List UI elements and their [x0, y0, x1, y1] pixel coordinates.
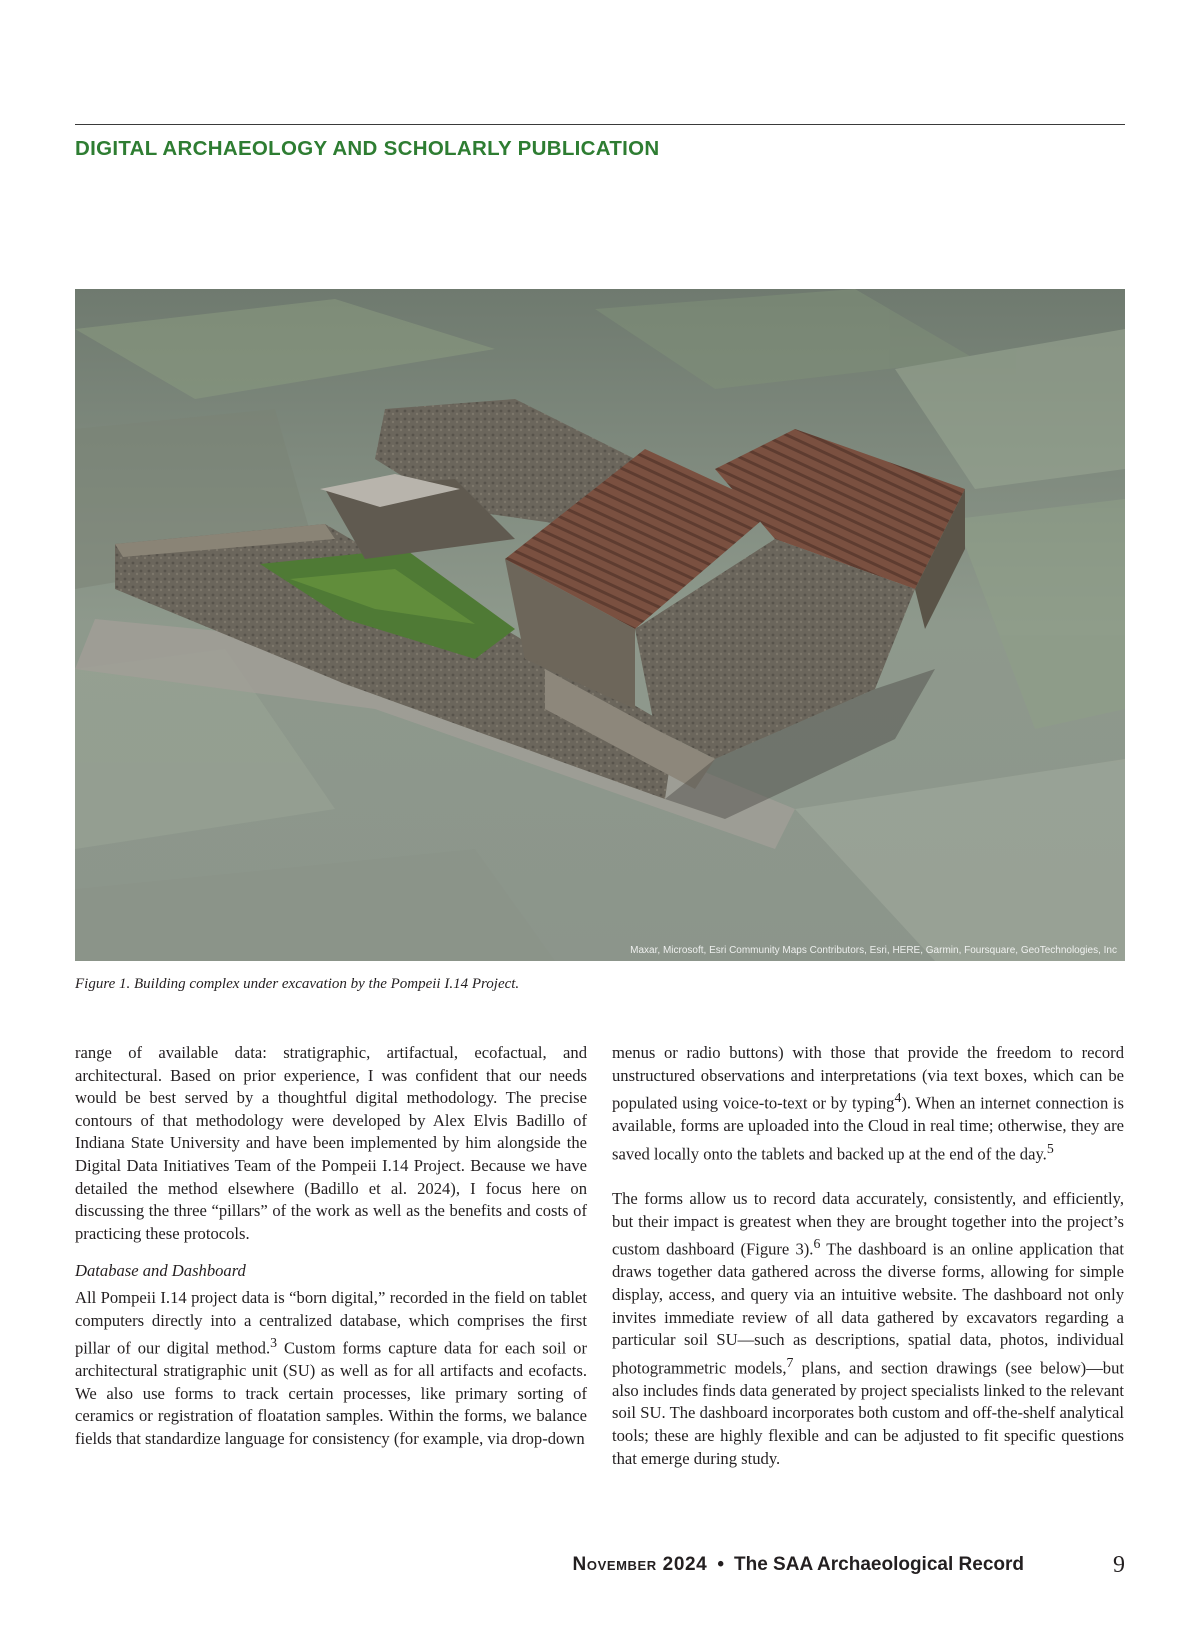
footnote-ref: 4: [894, 1090, 902, 1106]
left-column: [75, 1042, 587, 1451]
header-rule: [75, 124, 1125, 125]
paragraph-text: range of available data: stratigraphic, artifactual, ecofactual, and architectural. Based on prior experience, I was confident that our needs would be best served by a thoughtful digital methodology. The precise contours of that methodology were developed by Alex Elvis Badillo of Indiana State University and have been implemented by him alongside the Digital Data Initiatives Team of the Pompeii I.14 Project. Because we have detailed the method elsewhere (Badillo et al. 2024), I focus here on discussing the three “pillars” of the work as well as the benefits and costs of practicing these protocols.: [75, 1043, 587, 1243]
map-attribution: Maxar, Microsoft, Esri Community Maps Contributors, Esri, HERE, Garmin, Foursquare, GeoTechnologies, Inc: [630, 945, 1117, 956]
paragraph-text: All Pompeii I.14 project data is “born digital,” recorded in the field on tablet computers directly into a centralized database, which comprises the first pillar of our digital method.: [75, 1287, 587, 1358]
running-footer: [573, 1554, 1024, 1576]
footnote-ref: 7: [786, 1354, 794, 1370]
footnote-ref: 5: [1046, 1140, 1054, 1156]
paragraph-text: The forms allow us to record data accurately, consistently, and efficiently, but their impact is greatest when they are brought together into the project’s custom dashboard (Figure 3).: [612, 1189, 1124, 1259]
issue-date: November 2024: [572, 1554, 708, 1575]
paragraph-text: The dashboard is an online application that draws together data gathered across the diverse forms, allowing for simple display, access, and query via an intuitive website. The dashboard not only invites immediate review of all data gathered by excavators regarding a particular soil SU—such as descriptions, spatial data, photos, individual photogrammetric models,: [612, 1239, 1124, 1378]
paragraph: [75, 1287, 587, 1451]
paragraph-text: menus or radio buttons) with those that provide the freedom to record unstructured observations and interpretations (via text boxes, which can be populated using voice-to-text or by typing: [612, 1043, 1124, 1113]
paragraph-text: ). When an internet connection is available, forms are uploaded into the Cloud in real time; otherwise, they are saved locally onto the tablets and backed up at the end of the day.: [612, 1093, 1124, 1164]
page-number: 9: [1113, 1552, 1125, 1578]
paragraph: [612, 1042, 1124, 1166]
paragraph-text: Custom forms capture data for each soil or architectural stratigraphic unit (SU) as well as for all artifacts and ecofacts. We also use forms to track certain processes, like primary sorting of ceramics or registration of floatation samples. Within the forms, we balance fields that standardize language for consistency (for example, via drop-down: [75, 1338, 587, 1449]
footnote-ref: 6: [813, 1236, 821, 1252]
footnote-ref: 3: [270, 1335, 278, 1351]
paragraph: [75, 1042, 587, 1245]
figure-1: [75, 289, 1125, 961]
section-title: DIGITAL ARCHAEOLOGY AND SCHOLARLY PUBLICATION: [75, 137, 660, 160]
excavation-3d-model-image: [75, 289, 1125, 961]
figure-caption: Figure 1. Building complex under excavation by the Pompeii I.14 Project.: [75, 976, 520, 992]
publication-title: The SAA Archaeological Record: [734, 1554, 1024, 1575]
subheading-database-and-dashboard: Database and Dashboard: [75, 1261, 246, 1281]
paragraph: [612, 1188, 1124, 1470]
right-column: [612, 1042, 1124, 1470]
paragraph-text: plans, and section drawings (see below)—but also includes finds data generated by project specialists linked to the relevant soil SU. The dashboard incorporates both custom and off-the-shelf analytical tools; these are highly flexible and can be adjusted to fit specific questions that emerge during study.: [612, 1358, 1124, 1468]
footer-separator: •: [717, 1554, 724, 1575]
